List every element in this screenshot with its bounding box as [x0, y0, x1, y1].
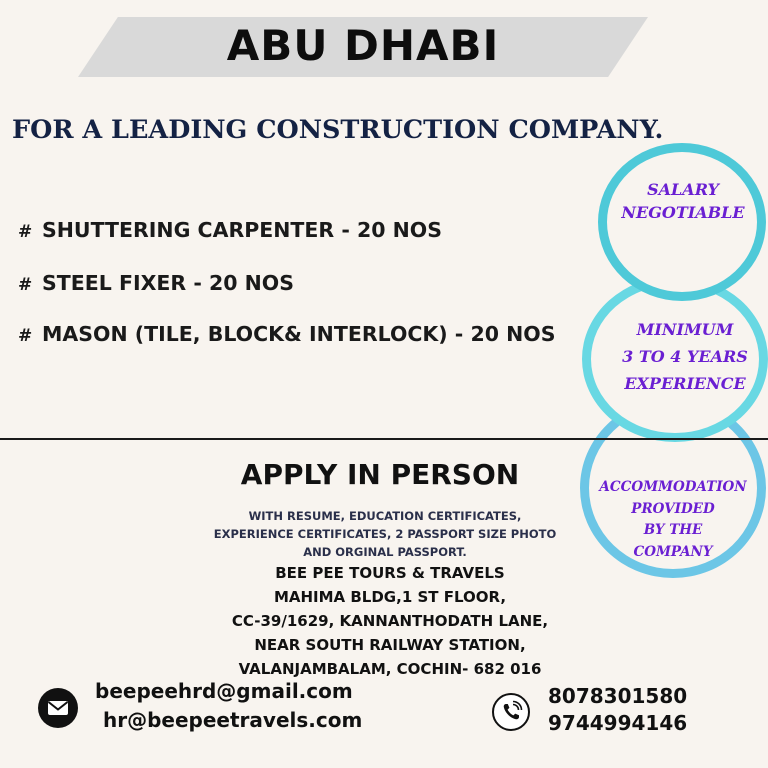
phone-list [548, 683, 687, 737]
job-item [18, 322, 555, 346]
apply-heading: APPLY IN PERSON [240, 458, 520, 491]
requirements-line: EXPERIENCE CERTIFICATES, 2 PASSPORT SIZE PHOTO [213, 526, 557, 541]
job-item [18, 218, 442, 242]
address-line: CC-39/1629, KANNANTHODATH LANE, [231, 612, 549, 630]
job-label: STEEL FIXER - 20 NOS [42, 271, 294, 295]
mail-icon [38, 688, 78, 728]
badge-line: COMPANY [633, 543, 713, 560]
badge-line: BY THE [643, 522, 703, 539]
job-item [18, 271, 294, 295]
badge-line: ACCOMMODATION [599, 479, 747, 495]
page-subtitle: FOR A LEADING CONSTRUCTION COMPANY. [12, 115, 664, 145]
email-list [95, 677, 362, 735]
badge-salary [608, 178, 758, 224]
page-title: ABU DHABI [226, 21, 500, 70]
badge-experience [595, 316, 768, 398]
requirements-text [195, 508, 575, 561]
badge-line: PROVIDED [631, 500, 715, 517]
hash-bullet: # [18, 275, 33, 295]
address-line: MAHIMA BLDG,1 ST FLOOR, [273, 588, 507, 606]
phone-number[interactable]: 8078301580 [548, 684, 688, 708]
phone-icon [492, 693, 530, 731]
badge-accommodation [588, 477, 758, 563]
address-line: BEE PEE TOURS & TRAVELS [275, 564, 505, 582]
email-link[interactable]: hr@beepeetravels.com [103, 708, 363, 732]
section-divider [0, 438, 768, 440]
badge-line: NEGOTIABLE [621, 203, 745, 223]
badge-line: MINIMUM [636, 320, 734, 339]
requirements-line: AND ORGINAL PASSPORT. [303, 544, 467, 559]
job-label: MASON (TILE, BLOCK& INTERLOCK) - 20 NOS [42, 322, 556, 346]
hash-bullet: # [18, 326, 33, 346]
badge-line: 3 TO 4 YEARS [622, 347, 748, 367]
phone-number[interactable]: 9744994146 [548, 711, 688, 735]
email-link[interactable]: beepeehrd@gmail.com [95, 679, 353, 703]
badge-line: SALARY [647, 180, 719, 199]
job-label: SHUTTERING CARPENTER - 20 NOS [42, 218, 442, 242]
hash-bullet: # [18, 222, 33, 242]
address-line: VALANJAMBALAM, COCHIN- 682 016 [238, 660, 542, 678]
office-address [190, 561, 590, 681]
badge-line: EXPERIENCE [624, 374, 746, 394]
requirements-line: WITH RESUME, EDUCATION CERTIFICATES, [248, 509, 522, 523]
address-line: NEAR SOUTH RAILWAY STATION, [254, 636, 526, 654]
